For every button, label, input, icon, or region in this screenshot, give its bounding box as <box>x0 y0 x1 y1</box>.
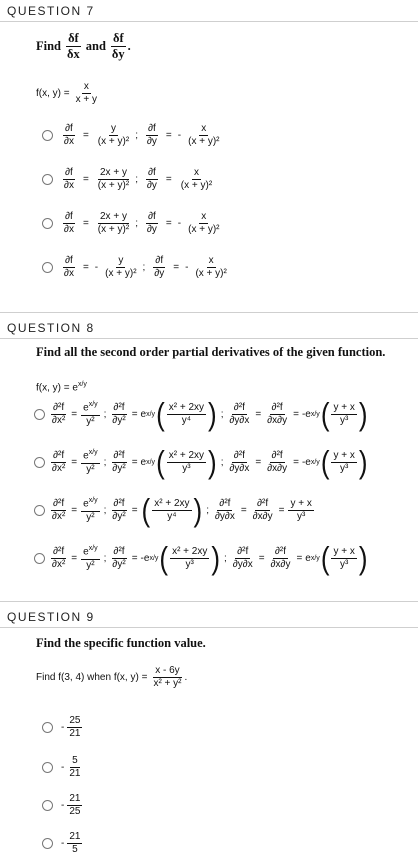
question-7-prompt: Find $\frac{\delta f}{\delta x}$ and $\frac{\delta f}{\delta y}$ . <box>36 31 131 61</box>
radio-button[interactable] <box>42 722 53 733</box>
q8-option-3[interactable]: $\frac{\text{∂²f}}{\text{∂x²}}$ = $\frac{e^{x/y}}{\text{y²}}$ ; $\frac{\text{∂²f}}{\text{∂y²}}$ = ( $\frac{\text{x² + 2xy}}{\text{y⁴}}$ ) ; $\frac{\text{∂²f}}{\partial y\partial x}$ = $\frac{\text{∂²f}}{\partial x\partial y}$ = $\frac{y + x}{\text{y³}}$ <box>34 497 315 523</box>
df-dx-fraction: $\frac{\delta f}{\delta x}$ <box>67 31 80 61</box>
q7-option-1[interactable]: $\frac{\partial f}{\partial x}$ = $\frac{y}{\text{(x + y)²}}$ ; $\frac{\partial f}{\partial y}$ = - $\frac{x}{\text{(x + y)²}}$ <box>42 124 223 147</box>
question-8-prompt: Find all the second order partial derivatives of the given function. <box>36 345 386 359</box>
q9-option-2[interactable]: - $\frac{5}{21}$ <box>42 756 83 779</box>
question-9-prompt: Find the specific function value. <box>36 636 206 650</box>
q9-option-3[interactable]: - $\frac{21}{25}$ <box>42 794 83 817</box>
q8-option-1[interactable]: $\frac{\text{∂²f}}{\text{∂x²}}$ = $\frac{e^{x/y}}{\text{y²}}$ ; $\frac{\text{∂²f}}{\text{∂y²}}$ = e x/y ( $\frac{\text{x² + 2xy}}{\text{y⁴}}$ ) ; $\frac{\text{∂²f}}{\partial y\partial x}$ = $\frac{\text{∂²f}}{\partial x\partial y}$ = - e x/y ( $\frac{y + x}{\text{y³}}$ ) <box>34 401 369 427</box>
q8-option-2[interactable]: $\frac{\text{∂²f}}{\text{∂x²}}$ = $\frac{e^{x/y}}{\text{y²}}$ ; $\frac{\text{∂²f}}{\text{∂y²}}$ = e x/y ( $\frac{\text{x² + 2xy}}{\text{y³}}$ ) ; $\frac{\text{∂²f}}{\partial y\partial x}$ = $\frac{\text{∂²f}}{\partial x\partial y}$ = - e x/y ( $\frac{y + x}{\text{y³}}$ ) <box>34 449 369 475</box>
q9-option-4[interactable]: - $\frac{21}{5}$ <box>42 832 83 855</box>
radio-button[interactable] <box>42 174 53 185</box>
radio-button[interactable] <box>42 130 53 141</box>
q7-option-4[interactable]: $\frac{\partial f}{\partial x}$ = - $\frac{y}{\text{(x + y)²}}$ ; $\frac{\partial f}{\partial y}$ = - $\frac{x}{\text{(x + y)²}}$ <box>42 256 230 279</box>
df-dy-fraction: $\frac{\delta f}{\delta y}$ <box>111 31 125 61</box>
radio-button[interactable] <box>34 409 45 420</box>
question-9-body <box>0 628 418 868</box>
question-8-function: f(x, $y) = e^{x/y}$ <box>36 381 87 394</box>
radio-button[interactable] <box>34 553 45 564</box>
q9-option-1[interactable]: - $\frac{25}{21}$ <box>42 716 83 739</box>
radio-button[interactable] <box>34 505 45 516</box>
radio-button[interactable] <box>42 762 53 773</box>
question-7-body <box>0 22 418 312</box>
q7-option-2[interactable]: $\frac{\partial f}{\partial x}$ = $\frac{2x + y}{\text{(x + y)²}}$ ; $\frac{\partial f}{\partial y}$ = $\frac{x}{\text{(x + y)²}}$ <box>42 168 215 191</box>
radio-button[interactable] <box>42 838 53 849</box>
question-9-header: QUESTION 9 <box>0 606 418 628</box>
q8-option-4[interactable]: $\frac{\text{∂²f}}{\text{∂x²}}$ = $\frac{e^{x/y}}{\text{y²}}$ ; $\frac{\text{∂²f}}{\text{∂y²}}$ = - e x/y ( $\frac{\text{x² + 2xy}}{\text{y³}}$ ) ; $\frac{\text{∂²f}}{\partial y\partial x}$ = $\frac{\text{∂²f}}{\partial x\partial y}$ = e x/y ( $\frac{y + x}{\text{y³}}$ ) <box>34 545 369 571</box>
question-8-header: QUESTION 8 <box>0 317 418 339</box>
radio-button[interactable] <box>42 800 53 811</box>
radio-button[interactable] <box>42 218 53 229</box>
radio-button[interactable] <box>34 457 45 468</box>
q7-option-3[interactable]: $\frac{\partial f}{\partial x}$ = $\frac{2x + y}{\text{(x + y)²}}$ ; $\frac{\partial f}{\partial y}$ = - $\frac{x}{\text{(x + y)²}}$ <box>42 212 223 235</box>
question-8-body <box>0 339 418 601</box>
question-7-function: f(x, y) = $\frac{x}{x + y}$ <box>36 81 98 105</box>
question-7-header: QUESTION 7 <box>0 0 418 22</box>
radio-button[interactable] <box>42 262 53 273</box>
question-9-function: Find f(3, 4) when f(x, y) = $\frac{x - 6y}{\text{x² + y²}}$ . <box>36 665 188 689</box>
